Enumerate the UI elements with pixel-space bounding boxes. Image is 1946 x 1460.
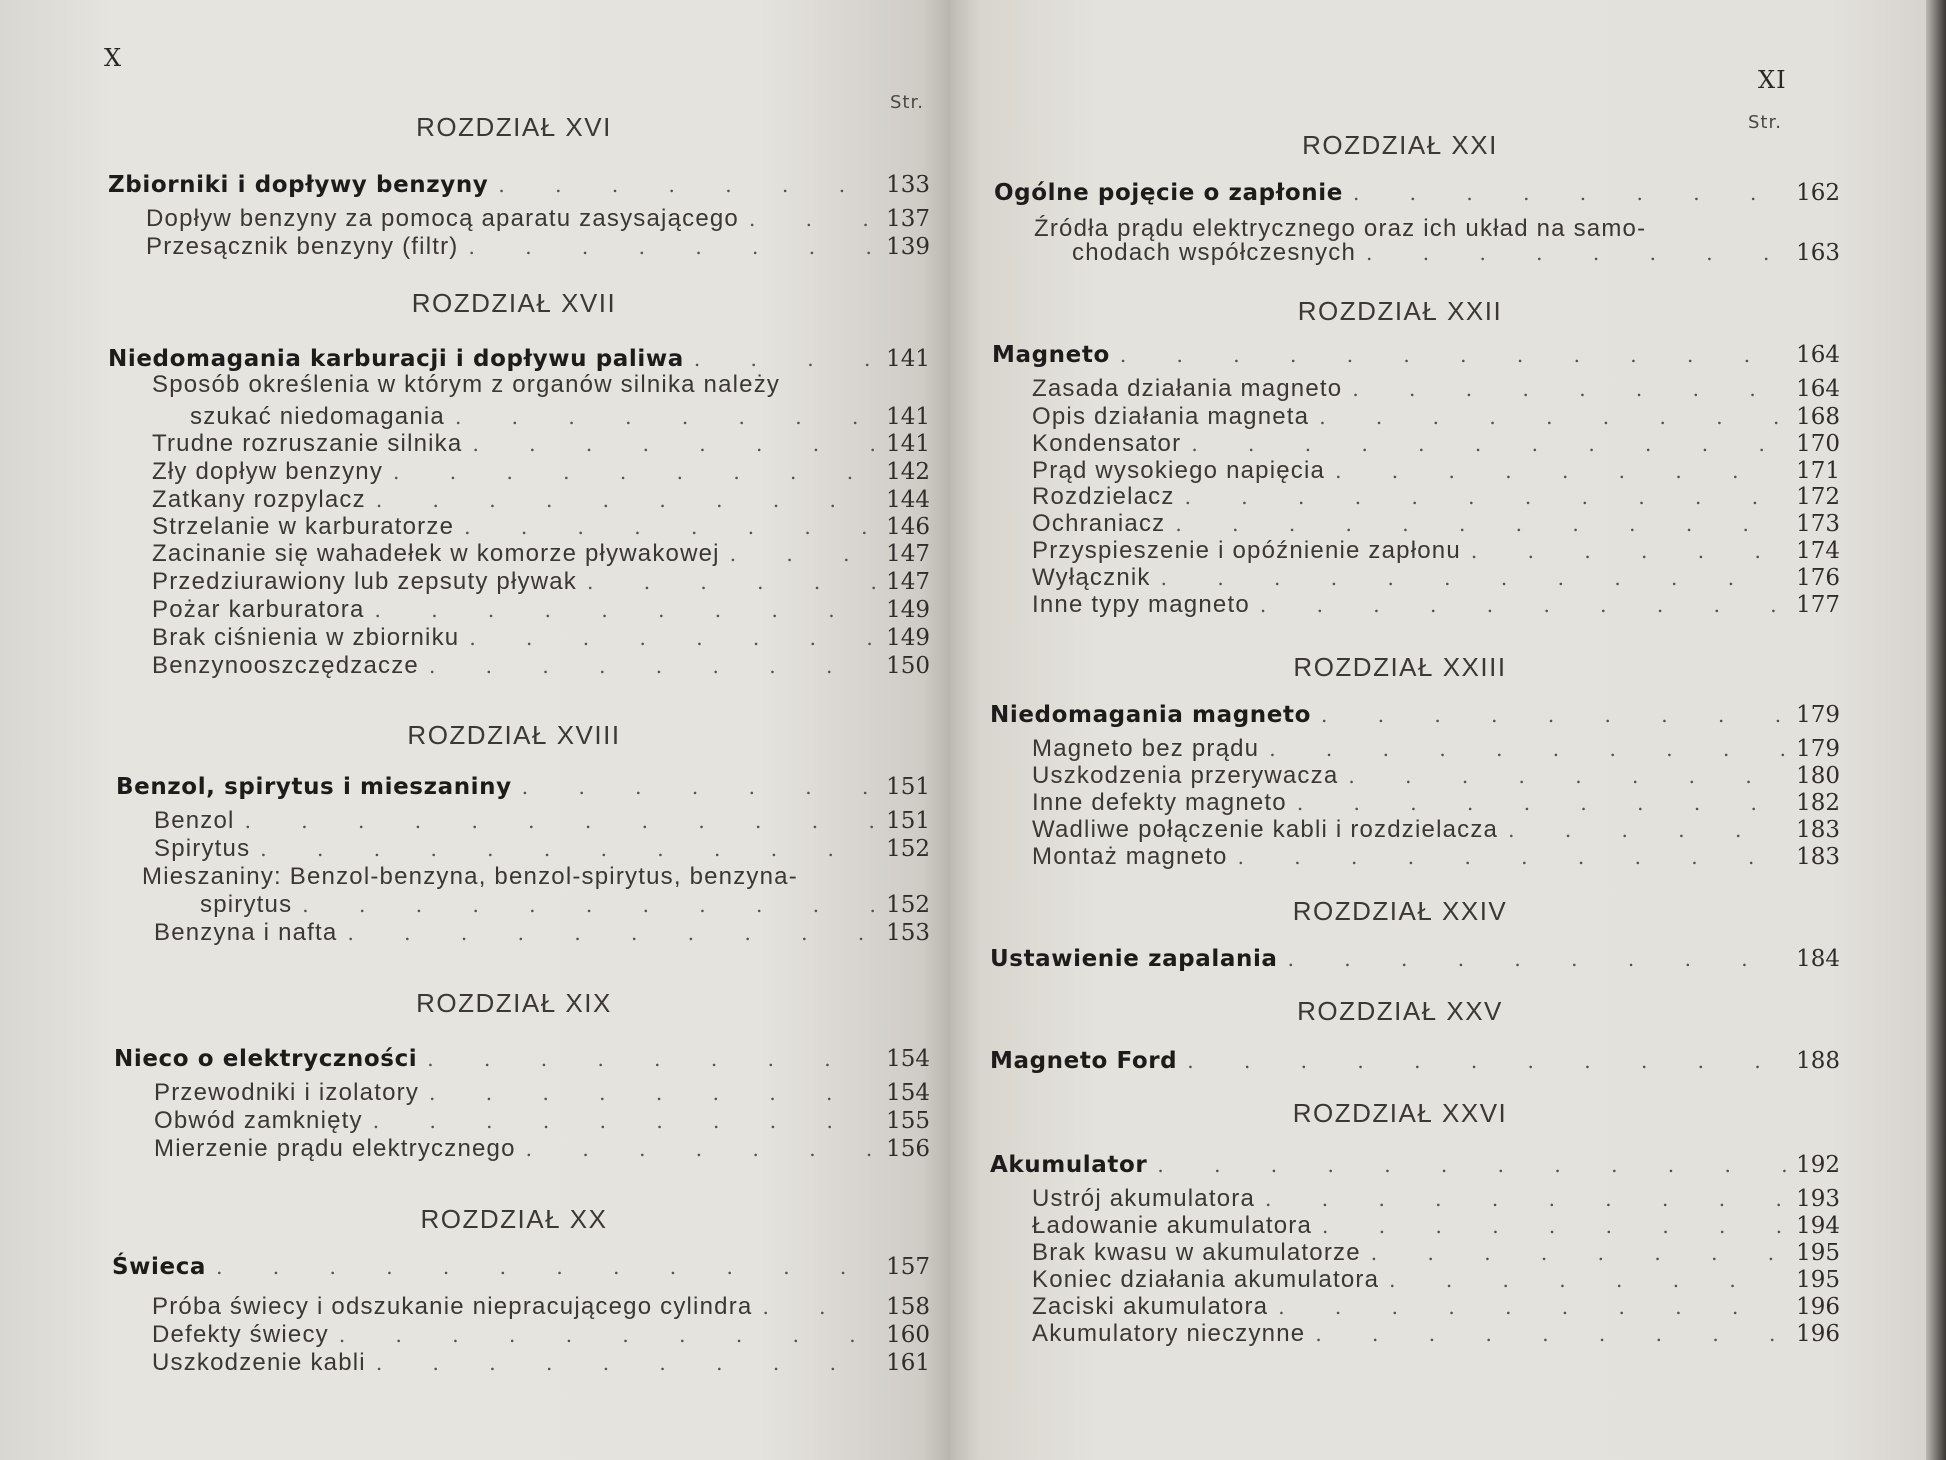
toc-main-entry: Niedomagania karburacji i dopływu paliwa . . . 141: [108, 346, 930, 372]
toc-main-entry: Ogólne pojęcie o zapłonie . . . 162: [994, 180, 1840, 206]
chapter-heading: ROZDZIAŁ XXII: [1297, 296, 1503, 326]
toc-entry: Benzyna i nafta . . . 153: [154, 920, 930, 946]
toc-main-entry: Zbiorniki i dopływy benzyny . . . 133: [108, 172, 930, 198]
chapter-heading: ROZDZIAŁ XVIII: [407, 720, 621, 750]
chapter-heading: ROZDZIAŁ XIX: [416, 988, 612, 1018]
toc-entry: Przewodniki i izolatory . . . 154: [154, 1080, 930, 1106]
chapter-heading: ROZDZIAŁ XXIV: [1292, 896, 1508, 926]
toc-entry: Rozdzielacz . . . 172: [1032, 484, 1840, 510]
toc-entry: Benzol . . . 151: [154, 808, 930, 834]
toc-entry: Przyspieszenie i opóźnienie zapłonu . . . 174: [1032, 538, 1840, 564]
toc-main-entry: Magneto . . . 164: [992, 342, 1840, 368]
chapter-heading: ROZDZIAŁ XX: [420, 1204, 608, 1234]
toc-entry: Strzelanie w karburatorze . . . 146: [152, 514, 930, 540]
toc-entry: szukać niedomagania . . . 141: [190, 404, 930, 430]
toc-entry: Opis działania magneta . . . 168: [1032, 404, 1840, 430]
toc-main-entry: Akumulator . . . 192: [990, 1152, 1840, 1178]
toc-entry: Próba świecy i odszukanie niepracującego cylindra . . . 158: [152, 1294, 930, 1320]
toc-entry: Ochraniacz . . . 173: [1032, 511, 1840, 537]
toc-main-entry: Magneto Ford . . . 188: [990, 1048, 1840, 1074]
toc-entry: Przesącznik benzyny (filtr) . . . 139: [146, 234, 930, 260]
toc-entry: Benzynooszczędzacze . . . 150: [152, 653, 930, 679]
toc-entry: Akumulatory nieczynne . . . 196: [1032, 1321, 1840, 1347]
page-number: X: [104, 44, 123, 72]
toc-entry: Montaż magneto . . . 183: [1032, 844, 1840, 870]
toc-entry: Spirytus . . . 152: [154, 836, 930, 862]
toc-entry: Trudne rozruszanie silnika . . . 141: [152, 431, 930, 457]
book-edge: [1926, 0, 1946, 1460]
chapter-heading: ROZDZIAŁ XXIII: [1293, 652, 1507, 682]
toc-entry: Zasada działania magneto . . . 164: [1032, 376, 1840, 402]
toc-entry: Mierzenie prądu elektrycznego . . . 156: [154, 1136, 930, 1162]
page-column-label: Str.: [890, 92, 924, 113]
toc-entry: Pożar karburatora . . . 149: [152, 597, 930, 623]
toc-entry: Ładowanie akumulatora . . . 194: [1032, 1213, 1840, 1239]
toc-entry: Brak kwasu w akumulatorze . . . 195: [1032, 1240, 1840, 1266]
toc-entry: Ustrój akumulatora . . . 193: [1032, 1186, 1840, 1212]
toc-entry: Wadliwe połączenie kabli i rozdzielacza . . . 183: [1032, 817, 1840, 843]
chapter-heading: ROZDZIAŁ XXI: [1302, 130, 1498, 160]
toc-entry: Zły dopływ benzyny . . . 142: [152, 459, 930, 485]
toc-entry: Obwód zamknięty . . . 155: [154, 1108, 930, 1134]
chapter-heading: ROZDZIAŁ XXVI: [1292, 1098, 1508, 1128]
toc-entry: Prąd wysokiego napięcia . . . 171: [1032, 458, 1840, 484]
toc-main-entry: Nieco o elektryczności . . . 154: [114, 1046, 930, 1072]
right-page: [950, 0, 1930, 1460]
chapter-heading: ROZDZIAŁ XVII: [411, 288, 617, 318]
page-column-label: Str.: [1748, 112, 1782, 133]
toc-entry: Koniec działania akumulatora . . . 195: [1032, 1267, 1840, 1293]
toc-main-entry: Ustawienie zapalania . . . 184: [990, 946, 1840, 972]
toc-entry: Magneto bez prądu . . . 179: [1032, 736, 1840, 762]
toc-main-entry: Benzol, spirytus i mieszaniny . . . 151: [116, 774, 930, 800]
toc-entry: Zatkany rozpylacz . . . 144: [152, 487, 930, 513]
toc-entry-line: Mieszaniny: Benzol-benzyna, benzol-spirytus, benzyna-: [142, 863, 798, 890]
toc-entry: Zaciski akumulatora . . . 196: [1032, 1294, 1840, 1320]
toc-entry: Dopływ benzyny za pomocą aparatu zasysającego . . . 137: [146, 206, 930, 232]
toc-entry-line: Sposób określenia w którym z organów silnika należy: [152, 371, 781, 398]
toc-entry: Uszkodzenia przerywacza . . . 180: [1032, 763, 1840, 789]
toc-entry: Inne defekty magneto . . . 182: [1032, 790, 1840, 816]
toc-entry: chodach współczesnych . . . 163: [1072, 240, 1840, 266]
toc-entry-line: Źródła prądu elektrycznego oraz ich układ na samo-: [1034, 215, 1647, 242]
toc-entry: Defekty świecy . . . 160: [152, 1322, 930, 1348]
toc-entry: Inne typy magneto . . . 177: [1032, 592, 1840, 618]
toc-entry: Uszkodzenie kabli . . . 161: [152, 1350, 930, 1376]
page-number: XI: [1758, 66, 1787, 94]
chapter-heading: ROZDZIAŁ XXV: [1297, 996, 1503, 1026]
toc-entry: Zacinanie się wahadełek w komorze pływakowej . . . 147: [152, 541, 930, 567]
toc-entry: Wyłącznik . . . 176: [1032, 565, 1840, 591]
toc-entry: Przedziurawiony lub zepsuty pływak . . . 147: [152, 569, 930, 595]
toc-entry: Kondensator . . . 170: [1032, 431, 1840, 457]
toc-main-entry: Niedomagania magneto . . . 179: [990, 702, 1840, 728]
toc-main-entry: Świeca . . . 157: [112, 1254, 930, 1280]
toc-entry: spirytus . . . 152: [200, 892, 930, 918]
left-page: [0, 0, 950, 1460]
chapter-heading: ROZDZIAŁ XVI: [416, 112, 612, 142]
toc-entry: Brak ciśnienia w zbiorniku . . . 149: [152, 625, 930, 651]
